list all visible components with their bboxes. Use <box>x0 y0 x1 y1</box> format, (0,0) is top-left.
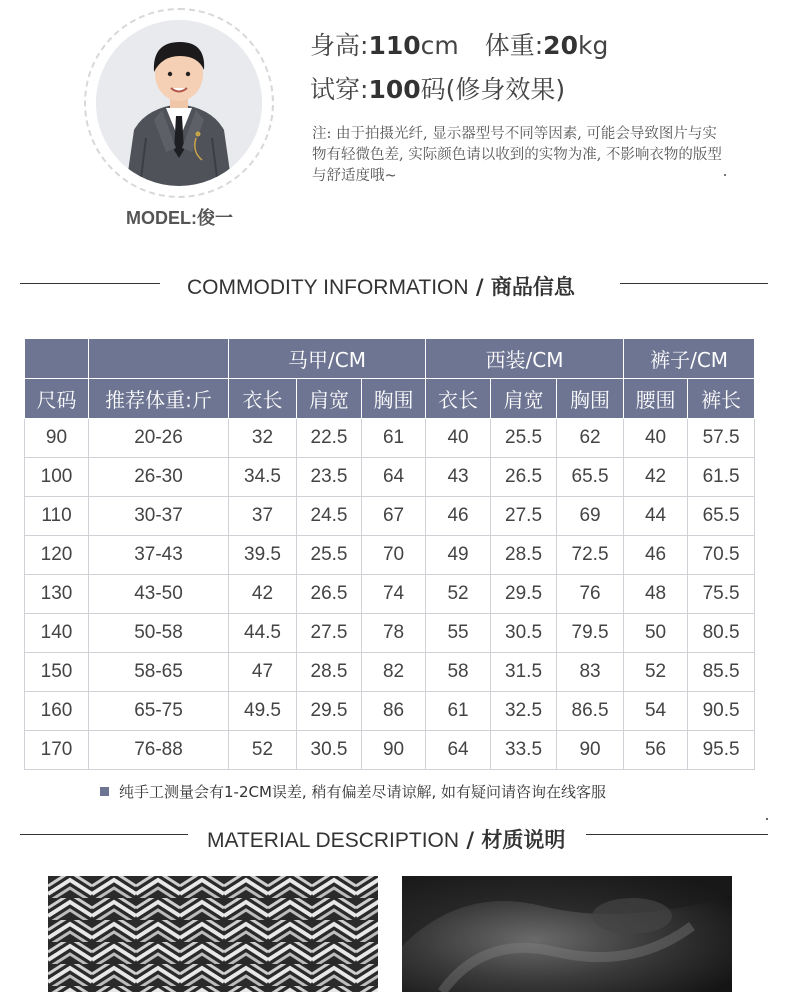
table-cell: 95.5 <box>688 731 755 770</box>
table-cell: 30.5 <box>491 614 557 653</box>
column-header: 腰围 <box>624 379 688 419</box>
group-header-empty <box>89 339 229 379</box>
table-cell: 44.5 <box>229 614 297 653</box>
table-cell: 70.5 <box>688 536 755 575</box>
table-row <box>25 731 755 770</box>
table-cell: 55 <box>426 614 491 653</box>
material-title-cn: 材质说明 <box>481 828 566 852</box>
table-cell: 39.5 <box>229 536 297 575</box>
table-cell: 58 <box>426 653 491 692</box>
table-cell: 37-43 <box>89 536 229 575</box>
table-cell: 150 <box>25 653 89 692</box>
table-row <box>25 575 755 614</box>
table-row <box>25 458 755 497</box>
table-cell: 160 <box>25 692 89 731</box>
table-cell: 49.5 <box>229 692 297 731</box>
table-cell: 64 <box>362 458 426 497</box>
commodity-section-title <box>187 271 575 301</box>
table-row <box>25 536 755 575</box>
table-cell: 69 <box>557 497 624 536</box>
model-photo-illustration <box>96 20 262 186</box>
table-cell: 28.5 <box>491 536 557 575</box>
herringbone-fabric-image <box>48 876 378 992</box>
table-cell: 23.5 <box>297 458 362 497</box>
table-cell: 110 <box>25 497 89 536</box>
table-cell: 61.5 <box>688 458 755 497</box>
column-header: 推荐体重:斤 <box>89 379 229 419</box>
material-title-sep: / <box>459 828 482 852</box>
height-unit: cm <box>420 31 459 60</box>
footnote-text: 纯手工测量会有1-2CM误差, 稍有偏差尽请谅解, 如有疑问请咨询在线客服 <box>119 783 606 801</box>
table-cell: 24.5 <box>297 497 362 536</box>
decor-dot <box>766 818 768 820</box>
table-cell: 26-30 <box>89 458 229 497</box>
table-cell: 70 <box>362 536 426 575</box>
table-cell: 25.5 <box>491 419 557 458</box>
group-header-pants: 裤子/CM <box>624 339 755 379</box>
table-cell: 33.5 <box>491 731 557 770</box>
table-cell: 86.5 <box>557 692 624 731</box>
trial-suffix: 码(修身效果) <box>420 75 566 104</box>
table-cell: 46 <box>426 497 491 536</box>
table-cell: 90 <box>25 419 89 458</box>
table-group-header-row <box>25 339 755 379</box>
table-cell: 44 <box>624 497 688 536</box>
table-cell: 100 <box>25 458 89 497</box>
table-cell: 29.5 <box>491 575 557 614</box>
model-photo <box>96 20 262 186</box>
table-cell: 22.5 <box>297 419 362 458</box>
trial-value: 100 <box>368 75 421 104</box>
material-section-title <box>207 824 565 854</box>
decor-dot <box>724 174 726 176</box>
table-cell: 90 <box>362 731 426 770</box>
table-row <box>25 614 755 653</box>
table-cell: 52 <box>624 653 688 692</box>
table-cell: 32.5 <box>491 692 557 731</box>
weight-value: 20 <box>543 31 578 60</box>
table-cell: 58-65 <box>89 653 229 692</box>
table-cell: 80.5 <box>688 614 755 653</box>
table-cell: 65.5 <box>688 497 755 536</box>
table-cell: 37 <box>229 497 297 536</box>
table-cell: 48 <box>624 575 688 614</box>
table-cell: 26.5 <box>297 575 362 614</box>
table-cell: 65.5 <box>557 458 624 497</box>
table-cell: 120 <box>25 536 89 575</box>
table-cell: 82 <box>362 653 426 692</box>
material-divider-left <box>20 834 188 835</box>
table-cell: 170 <box>25 731 89 770</box>
weight-label: 体重: <box>484 31 544 60</box>
table-cell: 47 <box>229 653 297 692</box>
table-cell: 34.5 <box>229 458 297 497</box>
table-cell: 67 <box>362 497 426 536</box>
table-row <box>25 653 755 692</box>
table-cell: 42 <box>624 458 688 497</box>
model-stats-line-1 <box>310 26 608 62</box>
material-title-en: MATERIAL DESCRIPTION <box>207 829 460 852</box>
table-cell: 28.5 <box>297 653 362 692</box>
table-cell: 76-88 <box>89 731 229 770</box>
table-cell: 20-26 <box>89 419 229 458</box>
table-cell: 46 <box>624 536 688 575</box>
size-table-body <box>25 419 755 770</box>
column-header: 肩宽 <box>491 379 557 419</box>
model-caption: MODEL:俊一 <box>126 208 233 228</box>
table-cell: 75.5 <box>688 575 755 614</box>
table-cell: 25.5 <box>297 536 362 575</box>
table-cell: 79.5 <box>557 614 624 653</box>
column-header: 肩宽 <box>297 379 362 419</box>
table-cell: 62 <box>557 419 624 458</box>
table-cell: 64 <box>426 731 491 770</box>
weight-unit: kg <box>577 31 609 60</box>
table-cell: 31.5 <box>491 653 557 692</box>
table-cell: 90.5 <box>688 692 755 731</box>
commodity-title-sep: / <box>468 275 491 299</box>
group-header-empty <box>25 339 89 379</box>
group-header-suit: 西装/CM <box>426 339 624 379</box>
column-header: 衣长 <box>426 379 491 419</box>
commodity-title-cn: 商品信息 <box>490 275 575 299</box>
table-cell: 50-58 <box>89 614 229 653</box>
table-cell: 74 <box>362 575 426 614</box>
commodity-divider-left <box>20 283 160 284</box>
table-cell: 54 <box>624 692 688 731</box>
table-cell: 61 <box>362 419 426 458</box>
table-cell: 61 <box>426 692 491 731</box>
commodity-title-en: COMMODITY INFORMATION <box>187 276 469 299</box>
table-cell: 40 <box>624 419 688 458</box>
column-header: 衣长 <box>229 379 297 419</box>
column-header: 胸围 <box>557 379 624 419</box>
table-cell: 57.5 <box>688 419 755 458</box>
table-cell: 65-75 <box>89 692 229 731</box>
table-cell: 72.5 <box>557 536 624 575</box>
table-cell: 29.5 <box>297 692 362 731</box>
table-row <box>25 692 755 731</box>
table-cell: 27.5 <box>297 614 362 653</box>
fabric-drape-image <box>402 876 732 992</box>
size-table <box>24 338 755 770</box>
column-header: 尺码 <box>25 379 89 419</box>
trial-label: 试穿: <box>310 75 369 104</box>
table-cell: 86 <box>362 692 426 731</box>
table-cell: 43-50 <box>89 575 229 614</box>
table-cell: 42 <box>229 575 297 614</box>
table-cell: 30.5 <box>297 731 362 770</box>
table-cell: 76 <box>557 575 624 614</box>
table-cell: 43 <box>426 458 491 497</box>
measurement-footnote <box>100 781 606 802</box>
model-stats-line-2 <box>310 70 565 106</box>
table-cell: 78 <box>362 614 426 653</box>
table-row <box>25 419 755 458</box>
table-cell: 30-37 <box>89 497 229 536</box>
table-cell: 83 <box>557 653 624 692</box>
table-cell: 52 <box>229 731 297 770</box>
table-cell: 32 <box>229 419 297 458</box>
color-disclaimer-note: 注: 由于拍摄光纤, 显示器型号不同等因素, 可能会导致图片与实物有轻微色差, 实际颜色请以收到的实物为准, 不影响衣物的版型与舒适度哦~ <box>312 126 722 184</box>
column-header: 胸围 <box>362 379 426 419</box>
table-column-header-row <box>25 379 755 419</box>
height-label: 身高: <box>310 31 369 60</box>
column-header: 裤长 <box>688 379 755 419</box>
group-header-vest: 马甲/CM <box>229 339 426 379</box>
table-cell: 130 <box>25 575 89 614</box>
table-cell: 85.5 <box>688 653 755 692</box>
table-cell: 140 <box>25 614 89 653</box>
table-row <box>25 497 755 536</box>
bullet-square-icon <box>100 787 109 796</box>
material-divider-right <box>586 834 768 835</box>
table-cell: 90 <box>557 731 624 770</box>
table-cell: 27.5 <box>491 497 557 536</box>
table-cell: 49 <box>426 536 491 575</box>
table-cell: 50 <box>624 614 688 653</box>
table-cell: 56 <box>624 731 688 770</box>
table-cell: 52 <box>426 575 491 614</box>
commodity-divider-right <box>620 283 768 284</box>
table-cell: 26.5 <box>491 458 557 497</box>
height-value: 110 <box>368 31 421 60</box>
table-cell: 40 <box>426 419 491 458</box>
